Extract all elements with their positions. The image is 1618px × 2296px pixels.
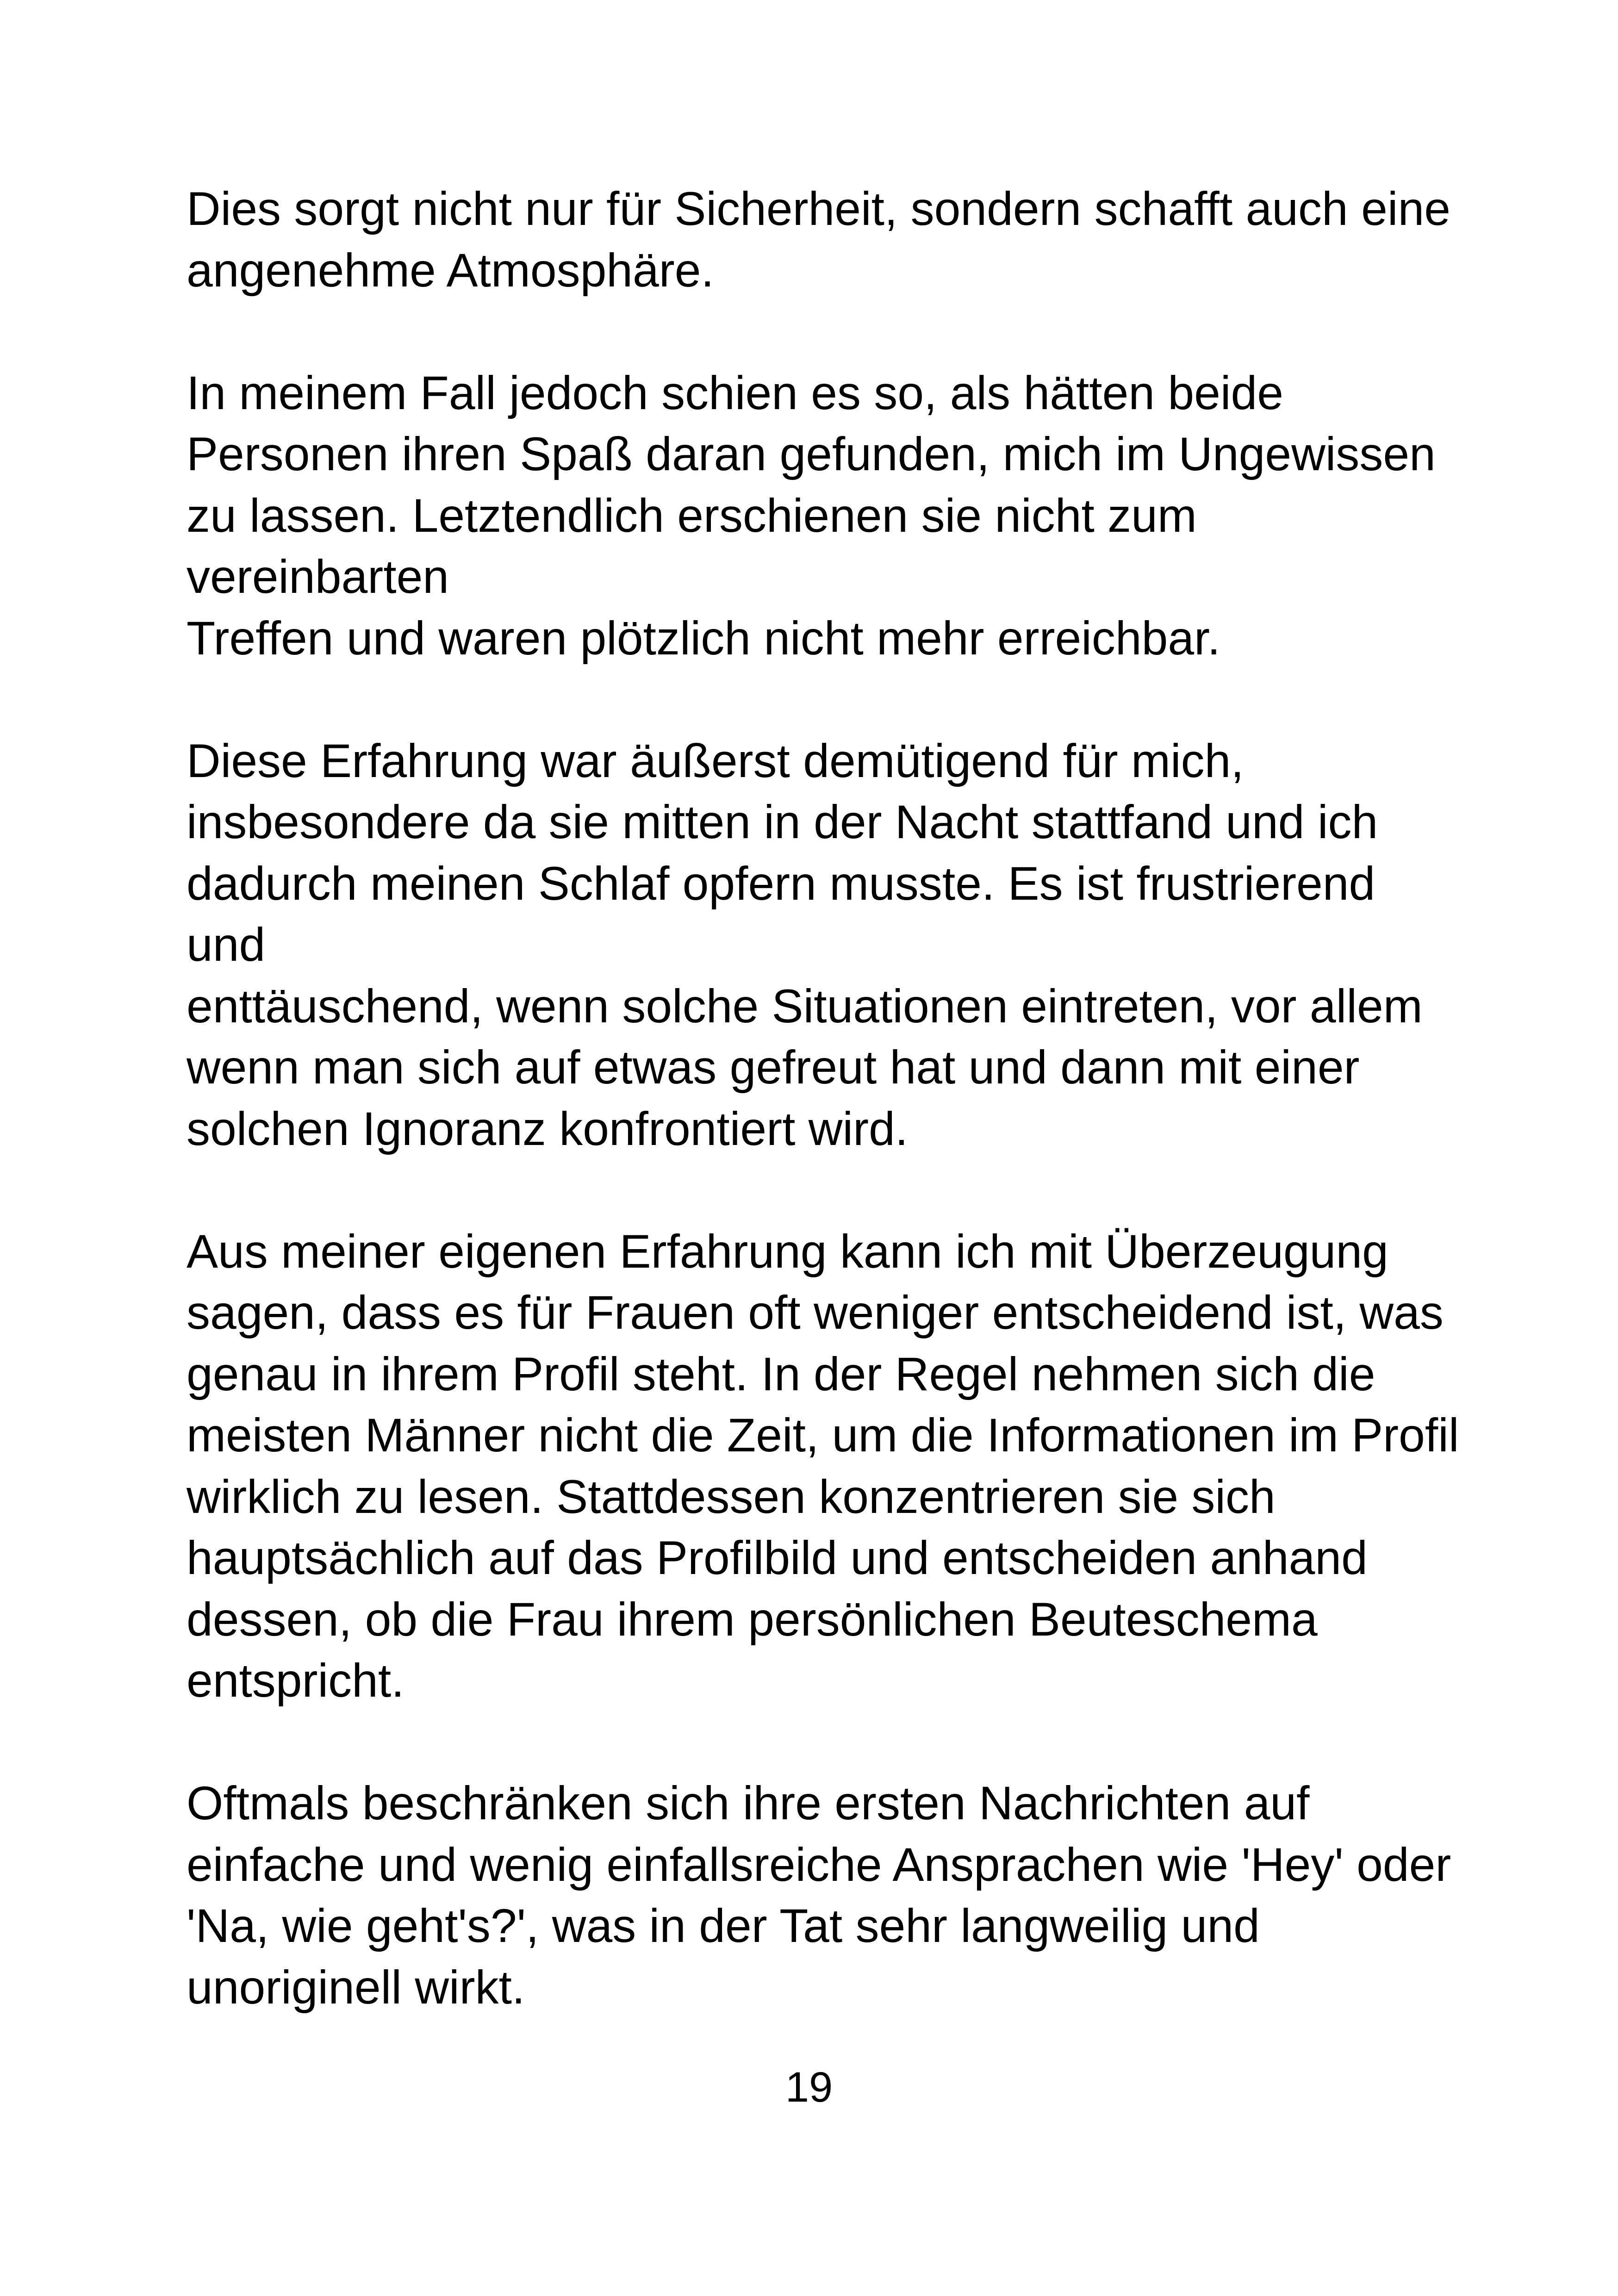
page-number: 19 [785,2064,833,2111]
paragraph-4: Aus meiner eigenen Erfahrung kann ich mit Überzeugung sagen, dass es für Frauen oft weniger entscheidend ist, was genau in ihrem Profil steht. In der Regel nehmen sich die meisten Männer nicht die Zeit, um die Informationen im Profil wirklich zu lesen. Stattdessen konzentrieren sie sich hauptsächlich auf das Profilbild und entscheiden anhand dessen, ob die Frau ihrem persönlichen Beuteschema entspricht. [187,1225,1459,1707]
body-text [187,178,1464,2018]
paragraph-5: Oftmals beschränken sich ihre ersten Nachrichten auf einfache und wenig einfallsreiche Ansprachen wie 'Hey' oder 'Na, wie geht's?', was in der Tat sehr langweilig und unoriginell wirkt. [187,1777,1451,2014]
paragraph-2: In meinem Fall jedoch schien es so, als hätten beide Personen ihren Spaß daran gefunden, mich im Ungewissen zu lassen. Letztendlich erschienen sie nicht zum vereinbarten Treffen und waren plötzlich nicht mehr erreichbar. [187,366,1436,665]
paragraph-1: Dies sorgt nicht nur für Sicherheit, sondern schafft auch eine angenehme Atmosphäre. [187,182,1450,297]
paragraph-3: Diese Erfahrung war äußerst demütigend für mich, insbesondere da sie mitten in der Nacht stattfand und ich dadurch meinen Schlaf opfern musste. Es ist frustrierend und enttäuschend, wenn solche Situationen eintreten, vor allem wenn man sich auf etwas gefreut hat und dann mit einer solchen Ignoranz konfrontiert wird. [187,734,1423,1155]
